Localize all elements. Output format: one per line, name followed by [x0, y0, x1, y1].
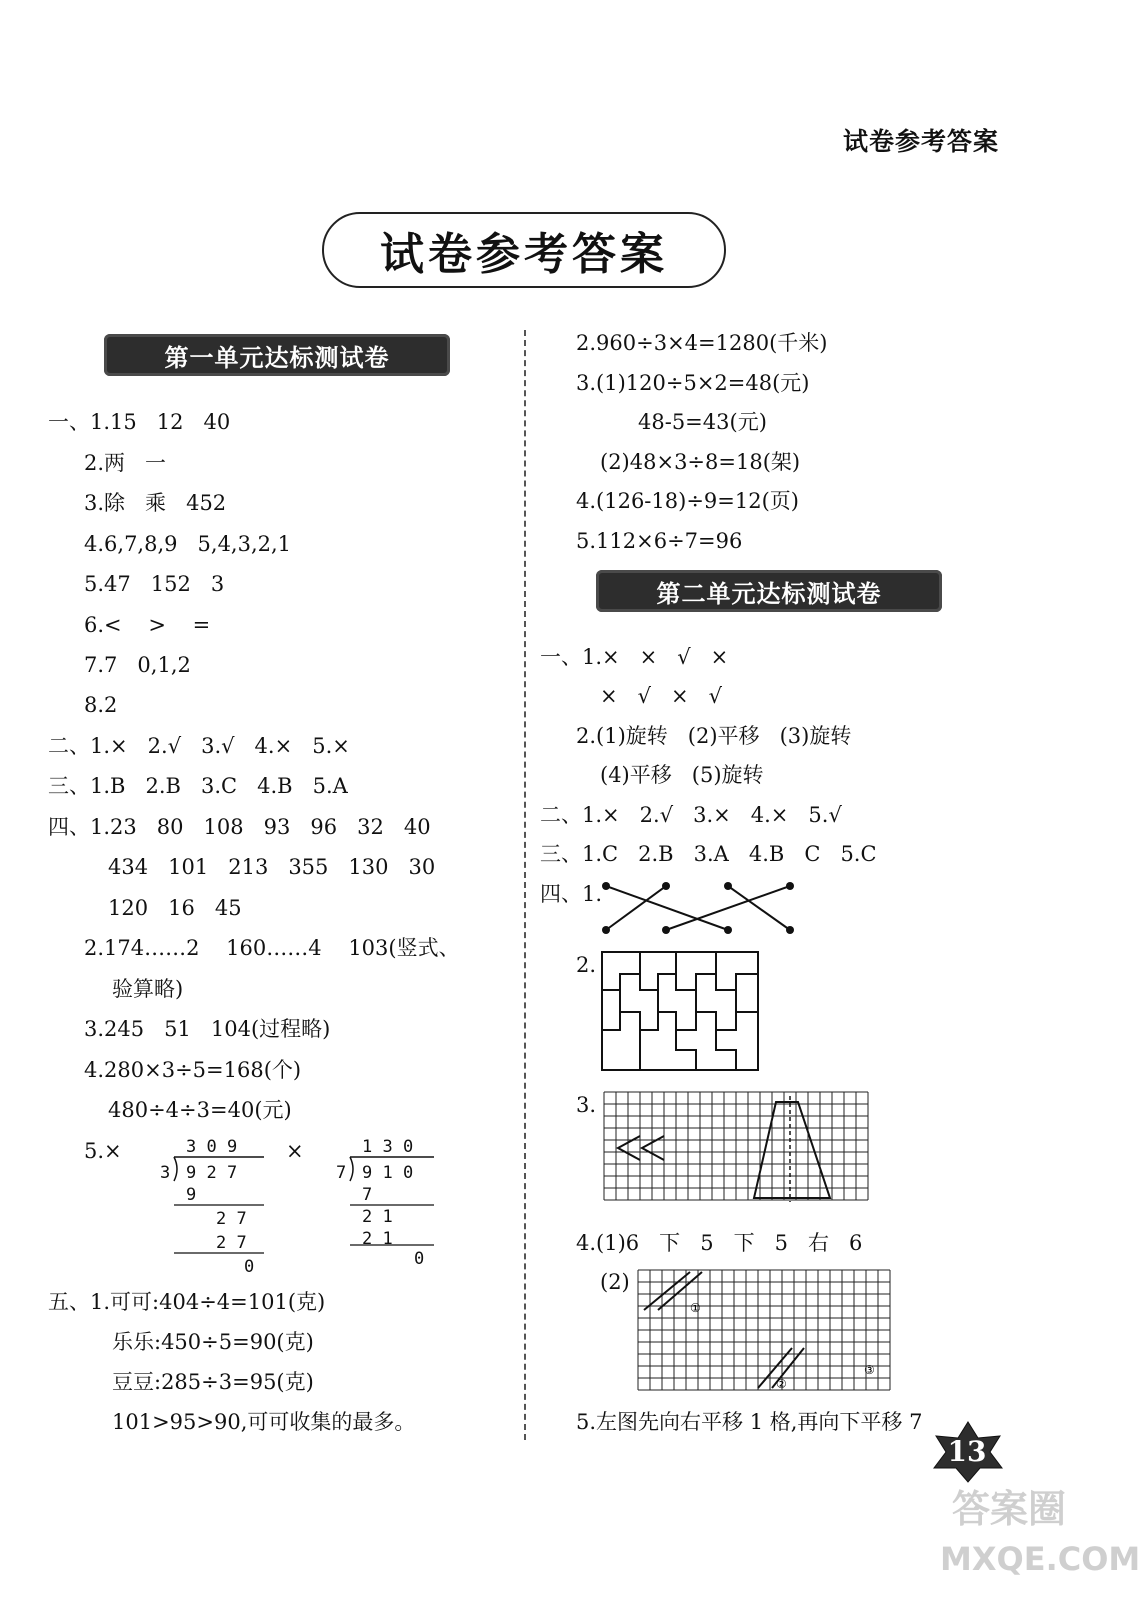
answer-line: 3.	[576, 1093, 597, 1117]
quotient: 3 0 9	[186, 1137, 238, 1157]
answer-line: 8.2	[84, 693, 118, 717]
answer-line: 3.除 乘 452	[84, 491, 227, 515]
section-title-unit2: 第二单元达标测试卷	[596, 570, 942, 612]
answer-line: 48-5=43(元)	[638, 410, 767, 434]
answer-line: 一、1.15 12 40	[48, 410, 231, 434]
answer-line: 四、1.	[540, 882, 603, 906]
answer-line: 乐乐:450÷5=90(克)	[112, 1330, 314, 1354]
answer-line: ×	[286, 1139, 304, 1163]
answer-line: 二、1.× 2.√ 3.× 4.× 5.√	[540, 803, 842, 827]
answer-line: 434 101 213 355 130 30	[108, 855, 436, 879]
answer-line: 2.174……2 160……4 103(竖式、	[84, 936, 460, 960]
answer-line: 一、1.× × √ ×	[540, 645, 729, 669]
grid-figure-3	[604, 1092, 872, 1208]
dividend: 9 2 7	[186, 1163, 238, 1183]
answer-line: 3.(1)120÷5×2=48(元)	[576, 371, 810, 395]
answer-line: (2)	[600, 1270, 630, 1294]
answer-line: 7.7 0,1,2	[84, 653, 191, 677]
division-step: 2 1	[362, 1229, 393, 1249]
division-step: 2 7	[216, 1209, 247, 1229]
main-title-box	[322, 212, 726, 288]
grid-label-3: ③	[864, 1363, 875, 1377]
grid-figure-4	[638, 1270, 898, 1394]
division-step: 2 7	[216, 1233, 247, 1253]
answer-line: 3.245 51 104(过程略)	[84, 1017, 331, 1041]
long-division-1	[160, 1135, 270, 1275]
division-remainder: 0	[414, 1249, 425, 1269]
grid-label-1: ①	[690, 1301, 701, 1315]
answer-line: 4.(126-18)÷9=12(页)	[576, 489, 799, 513]
answer-line: 三、1.C 2.B 3.A 4.B C 5.C	[540, 842, 877, 866]
division-step: 2 1	[362, 1207, 393, 1227]
answer-line: 4.280×3÷5=168(个)	[84, 1058, 302, 1082]
answer-line: 5.×	[84, 1139, 122, 1163]
answer-line: 5.左图先向右平移 1 格,再向下平移 7	[576, 1410, 923, 1434]
answer-line: 5.47 152 3	[84, 572, 225, 596]
matching-diagram	[596, 878, 806, 938]
answer-line: 4.6,7,8,9 5,4,3,2,1	[84, 532, 292, 556]
answer-line: 2.	[576, 953, 597, 977]
watermark-logo: 答案圈	[952, 1487, 1067, 1531]
answer-line: 豆豆:285÷3=95(克)	[112, 1370, 314, 1394]
long-division-2	[336, 1135, 446, 1275]
answer-line: 5.112×6÷7=96	[576, 529, 743, 553]
answer-line: 四、1.23 80 108 93 96 32 40	[48, 815, 431, 839]
answer-line: 三、1.B 2.B 3.C 4.B 5.A	[48, 774, 348, 798]
grid-label-2: ②	[776, 1377, 787, 1391]
answer-line: (2)48×3÷8=18(架)	[600, 450, 801, 474]
running-header: 试卷参考答案	[842, 127, 999, 156]
column-divider	[524, 330, 526, 1440]
answer-line: 480÷4÷3=40(元)	[108, 1098, 292, 1122]
answer-line: 2.960÷3×4=1280(千米)	[576, 331, 828, 355]
answer-line: 2.两 一	[84, 451, 167, 475]
divisor: 7	[336, 1163, 347, 1183]
answer-line: 五、1.可可:404÷4=101(克)	[48, 1290, 326, 1314]
page-title: 试卷参考答案	[380, 229, 668, 280]
division-step: 9	[186, 1185, 197, 1205]
answer-line: × √ × √	[600, 684, 723, 708]
dividend: 9 1 0	[362, 1163, 414, 1183]
answer-line: 二、1.× 2.√ 3.√ 4.× 5.×	[48, 734, 350, 758]
division-remainder: 0	[244, 1257, 255, 1277]
answer-line: 2.(1)旋转 (2)平移 (3)旋转	[576, 724, 852, 748]
answer-line: 4.(1)6 下 5 下 5 右 6	[576, 1231, 863, 1255]
quotient: 1 3 0	[362, 1137, 414, 1157]
answer-line: 验算略)	[112, 977, 184, 1001]
section-title-unit1: 第一单元达标测试卷	[104, 334, 450, 376]
answer-line: 101>95>90,可可收集的最多。	[112, 1410, 416, 1434]
answer-line: (4)平移 (5)旋转	[600, 763, 764, 787]
divisor: 3	[160, 1163, 171, 1183]
answer-line: 120 16 45	[108, 896, 242, 920]
answer-line: 6.< > =	[84, 613, 211, 637]
division-step: 7	[362, 1185, 373, 1205]
tessellation-figure	[600, 950, 762, 1074]
page-number: 13	[947, 1434, 987, 1468]
watermark-url: MXQE.COM	[940, 1540, 1140, 1578]
